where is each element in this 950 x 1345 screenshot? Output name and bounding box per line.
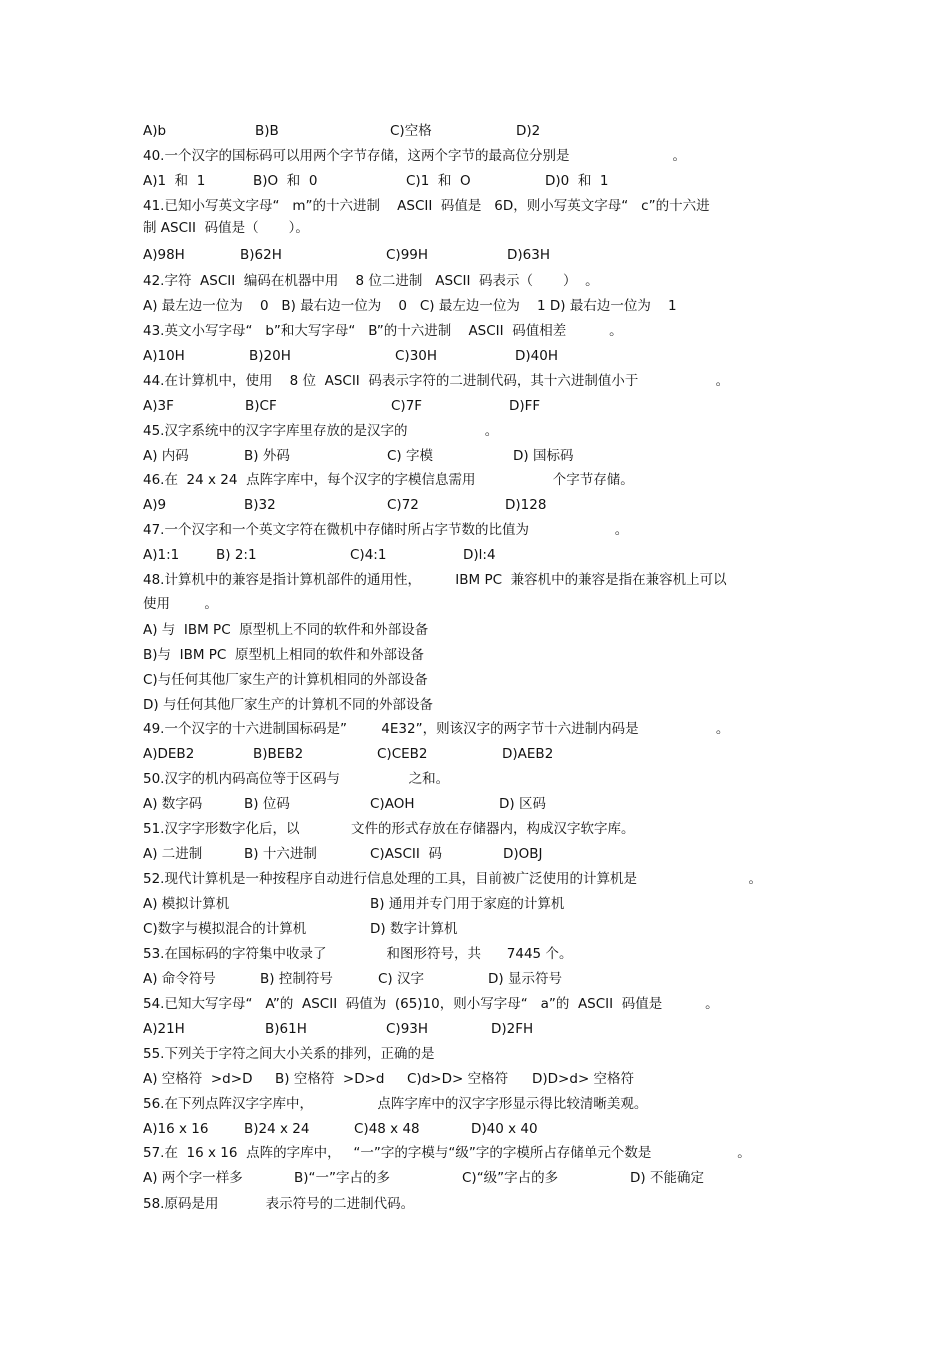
q46-stem: 46.在 24 x 24 点阵字库中，每个汉字的字模信息需用 个字节存储。 [143, 472, 634, 488]
q56-option-c: C)48 x 48 [354, 1121, 420, 1137]
q46-option-b: B)32 [244, 497, 276, 513]
q43-option-b: B)20H [249, 348, 291, 364]
q45-options [143, 448, 833, 464]
q53-option-b: B) 控制符号 [260, 971, 333, 987]
q53-option-c: C) 汉字 [378, 971, 424, 987]
q56-option-b: B)24 x 24 [244, 1121, 310, 1137]
q41-options [143, 247, 833, 263]
q44-stem: 44.在计算机中，使用 8 位 ASCII 码表示字符的二进制代码，其十六进制值小于 。 [143, 373, 730, 389]
q57-option-a: A) 两个字一样多 [143, 1170, 243, 1186]
q56-stem: 56.在下列点阵汉字字库中， 点阵字库中的汉字字形显示得比较清晰美观。 [143, 1096, 648, 1112]
q41-option-b: B)62H [240, 247, 282, 263]
q55-option-b: B) 空格符 >D>d [275, 1071, 385, 1087]
q46-option-c: C)72 [387, 497, 419, 513]
q45-stem: 45.汉字系统中的汉字字库里存放的是汉字的 。 [143, 423, 499, 439]
q52-option-a: A) 模拟计算机 [143, 896, 230, 912]
q50-options [143, 796, 833, 812]
q50-option-a: A) 数字码 [143, 796, 203, 812]
q45-option-d: D) 国标码 [513, 448, 574, 464]
q43-stem: 43.英文小写字母“ b”和大写字母“ B”的十六进制 ASCII 码值相差 。 [143, 323, 623, 339]
q51-option-d: D)OBJ [503, 846, 543, 862]
q40-option-c: C)1 和 O [406, 173, 471, 189]
q55-options [143, 1071, 833, 1087]
q49-option-a: A)DEB2 [143, 746, 195, 762]
q48-stem-line2: 使用 。 [143, 596, 218, 612]
q43-option-c: C)30H [395, 348, 438, 364]
q57-options [143, 1170, 833, 1186]
q39-option-d: D)2 [516, 123, 541, 139]
q51-options [143, 846, 833, 862]
q45-option-a: A) 内码 [143, 448, 189, 464]
q51-stem: 51.汉字字形数字化后，以 文件的形式存放在存储器内，构成汉字软字库。 [143, 821, 635, 837]
q47-stem: 47.一个汉字和一个英文字符在微机中存储时所占字节数的比值为 。 [143, 522, 629, 538]
q48-stem-line1: 48.计算机中的兼容是指计算机部件的通用性， IBM PC 兼容机中的兼容是指在兼容机上可以 [143, 572, 727, 588]
q40-option-b: B)O 和 0 [253, 173, 318, 189]
q44-option-d: D)FF [509, 398, 541, 414]
q41-option-c: C)99H [386, 247, 429, 263]
q54-options [143, 1021, 833, 1037]
q41-stem-line2: 制 ASCII 码值是（ ）。 [143, 220, 309, 236]
q49-stem: 49.一个汉字的十六进制国标码是” 4E32”，则该汉字的两字节十六进制内码是 。 [143, 721, 730, 737]
q47-option-b: B) 2:1 [216, 547, 257, 563]
q49-option-b: B)BEB2 [253, 746, 304, 762]
q40-option-d: D)0 和 1 [545, 173, 609, 189]
q42-stem: 42.字符 ASCII 编码在机器中用 8 位二进制 ASCII 码表示（ ） 。 [143, 273, 599, 289]
q41-stem-line1: 41.已知小写英文字母“ m”的十六进制 ASCII 码值是 6D，则小写英文字母“ c”的十六进 [143, 198, 710, 214]
q50-option-c: C)AOH [370, 796, 415, 812]
q57-option-c: C)“级”字占的多 [462, 1170, 559, 1186]
q52-option-c: C)数字与模拟混合的计算机 [143, 921, 307, 937]
q45-option-c: C) 字模 [387, 448, 433, 464]
q40-option-a: A)1 和 1 [143, 173, 206, 189]
q47-option-c: C)4:1 [350, 547, 387, 563]
q56-option-d: D)40 x 40 [471, 1121, 538, 1137]
q40-stem: 40.一个汉字的国标码可以用两个字节存储，这两个字节的最高位分别是 。 [143, 148, 686, 164]
q57-stem: 57.在 16 x 16 点阵的字库中， “一”字的字模与“级”字的字模所占存储单元个数是 。 [143, 1145, 751, 1161]
q57-option-d: D) 不能确定 [630, 1170, 704, 1186]
q50-option-d: D) 区码 [499, 796, 546, 812]
q42-options: A) 最左边一位为 0 B) 最右边一位为 0 C) 最左边一位为 1 D) 最右边一位为 1 [143, 298, 677, 314]
q44-option-b: B)CF [245, 398, 277, 414]
q39-option-b: B)B [255, 123, 279, 139]
q49-option-c: C)CEB2 [377, 746, 428, 762]
q43-option-a: A)10H [143, 348, 185, 364]
q51-option-b: B) 十六进制 [244, 846, 317, 862]
q49-options [143, 746, 833, 762]
q46-option-d: D)128 [505, 497, 547, 513]
q44-option-a: A)3F [143, 398, 174, 414]
q56-option-a: A)16 x 16 [143, 1121, 209, 1137]
q48-option-c: C)与任何其他厂家生产的计算机相同的外部设备 [143, 672, 428, 688]
q54-option-d: D)2FH [491, 1021, 534, 1037]
q44-options [143, 398, 833, 414]
q54-stem: 54.已知大写字母“ A”的 ASCII 码值为 (65)10，则小写字母“ a”的 ASCII 码值是 。 [143, 996, 719, 1012]
q53-option-a: A) 命令符号 [143, 971, 216, 987]
q48-option-b: B)与 IBM PC 原型机上相同的软件和外部设备 [143, 647, 424, 663]
q52-option-d: D) 数字计算机 [370, 921, 458, 937]
q49-option-d: D)AEB2 [502, 746, 554, 762]
q54-option-c: C)93H [386, 1021, 429, 1037]
q55-option-c: C)d>D> 空格符 [407, 1071, 509, 1087]
q52-options-row1 [143, 896, 833, 912]
q50-option-b: B) 位码 [244, 796, 290, 812]
q43-options [143, 348, 833, 364]
q47-option-a: A)1:1 [143, 547, 180, 563]
q48-option-d: D) 与任何其他厂家生产的计算机不同的外部设备 [143, 697, 433, 713]
q45-option-b: B) 外码 [244, 448, 290, 464]
q48-option-a: A) 与 IBM PC 原型机上不同的软件和外部设备 [143, 622, 429, 638]
q52-option-b: B) 通用并专门用于家庭的计算机 [370, 896, 565, 912]
q46-options [143, 497, 833, 513]
q39-option-a: A)b [143, 123, 167, 139]
q47-options [143, 547, 833, 563]
q47-option-d: D)l:4 [463, 547, 496, 563]
q57-option-b: B)“一”字占的多 [294, 1170, 391, 1186]
q54-option-b: B)61H [265, 1021, 307, 1037]
q53-option-d: D) 显示符号 [488, 971, 562, 987]
q55-stem: 55.下列关于字符之间大小关系的排列，正确的是 [143, 1046, 435, 1062]
q43-option-d: D)40H [515, 348, 558, 364]
q53-options [143, 971, 833, 987]
q41-option-d: D)63H [507, 247, 550, 263]
q52-stem: 52.现代计算机是一种按程序自动进行信息处理的工具，目前被广泛使用的计算机是 。 [143, 871, 763, 887]
q51-option-a: A) 二进制 [143, 846, 203, 862]
q56-options [143, 1121, 833, 1137]
q53-stem: 53.在国标码的字符集中收录了 和图形符号，共 7445 个。 [143, 946, 573, 962]
q55-option-a: A) 空格符 >d>D [143, 1071, 253, 1087]
q50-stem: 50.汉字的机内码高位等于区码与 之和。 [143, 771, 450, 787]
q39-options [143, 123, 833, 139]
q40-options [143, 173, 833, 189]
q41-option-a: A)98H [143, 247, 185, 263]
q46-option-a: A)9 [143, 497, 167, 513]
q55-option-d: D)D>d> 空格符 [532, 1071, 635, 1087]
q58-stem: 58.原码是用 表示符号的二进制代码。 [143, 1196, 415, 1212]
q44-option-c: C)7F [391, 398, 423, 414]
q51-option-c: C)ASCII 码 [370, 846, 442, 862]
q54-option-a: A)21H [143, 1021, 185, 1037]
q52-options-row2 [143, 921, 833, 937]
q39-option-c: C)空格 [390, 123, 432, 139]
